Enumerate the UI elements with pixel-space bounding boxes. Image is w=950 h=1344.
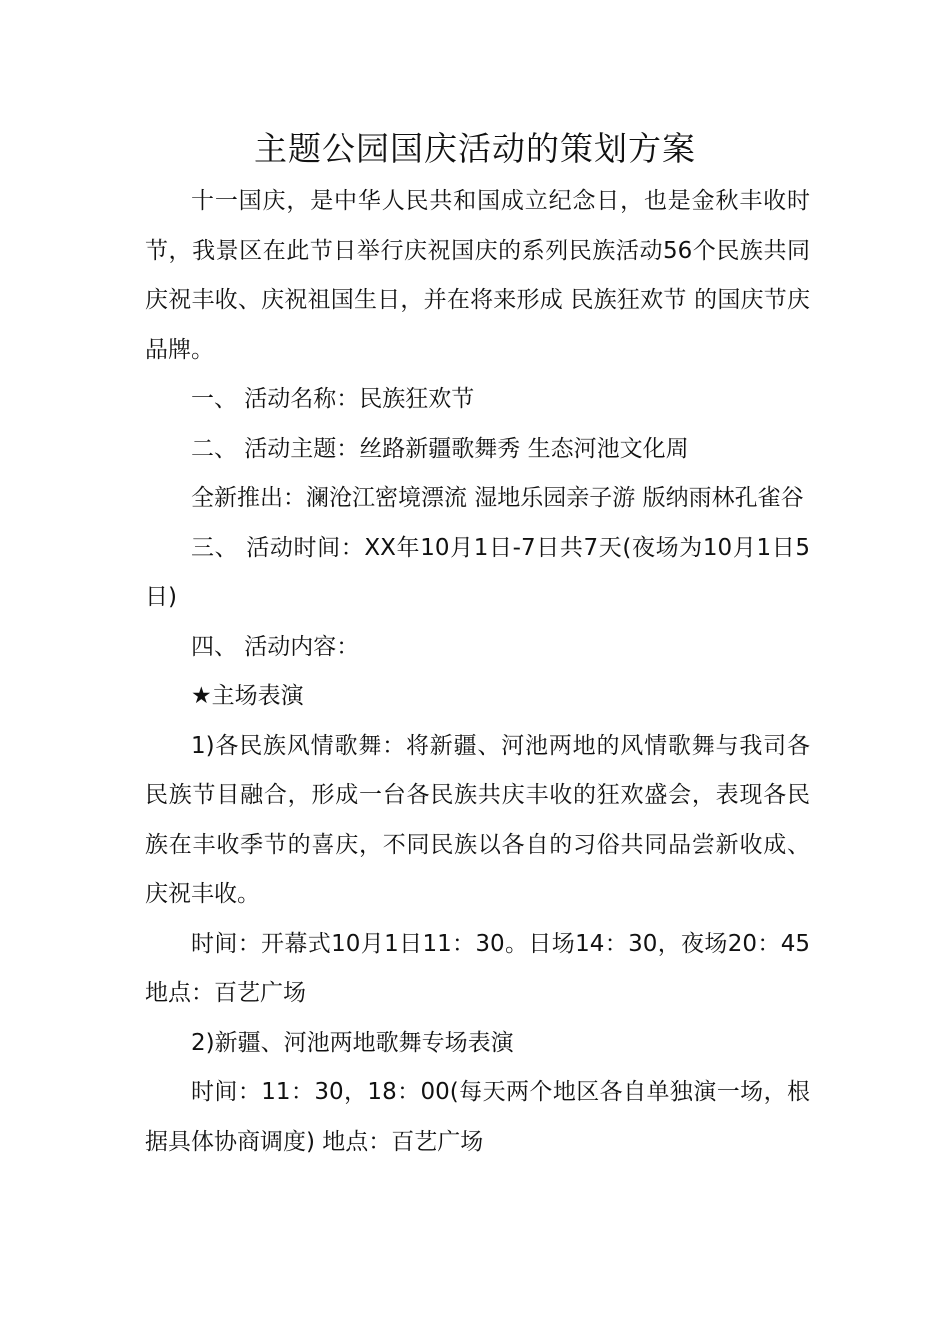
paragraph-show-schedule: 时间：11：30，18：00(每天两个地区各自单独演一场，根据具体协商调度) 地点：百艺广场 xyxy=(145,1079,810,1155)
paragraph-main-stage: ★主场表演 xyxy=(191,683,304,709)
document-body xyxy=(145,177,810,1167)
paragraph-intro: 十一国庆，是中华人民共和国成立纪念日，也是金秋丰收时节，我景区在此节日举行庆祝国庆的系列民族活动56个民族共同庆祝丰收、庆祝祖国生日，并在将来形成 民族狂欢节 的国庆节庆品牌。 xyxy=(145,188,810,363)
paragraph-activity-time: 三、 活动时间：XX年10月1日-7日共7天(夜场为10月1日5日) xyxy=(145,534,810,610)
document-title: 主题公园国庆活动的策划方案 xyxy=(254,129,696,168)
paragraph-dance-schedule: 时间：开幕式10月1日11：30。日场14：30，夜场20：45 地点：百艺广场 xyxy=(145,930,810,1006)
paragraph-activity-content: 四、 活动内容： xyxy=(191,633,360,660)
paragraph-new-launches: 全新推出：澜沧江密境漂流 湿地乐园亲子游 版纳雨林孔雀谷 xyxy=(191,485,804,511)
paragraph-ethnic-dance: 1)各民族风情歌舞：将新疆、河池两地的风情歌舞与我司各民族节目融合，形成一台各民族共庆丰收的狂欢盛会，表现各民族在丰收季节的喜庆，不同民族以各自的习俗共同品尝新收成、庆祝丰收。 xyxy=(145,732,810,907)
paragraph-activity-name: 一、 活动名称：民族狂欢节 xyxy=(191,386,475,412)
paragraph-activity-theme: 二、 活动主题：丝路新疆歌舞秀 生态河池文化周 xyxy=(191,435,689,462)
paragraph-special-show: 2)新疆、河池两地歌舞专场表演 xyxy=(191,1029,514,1056)
